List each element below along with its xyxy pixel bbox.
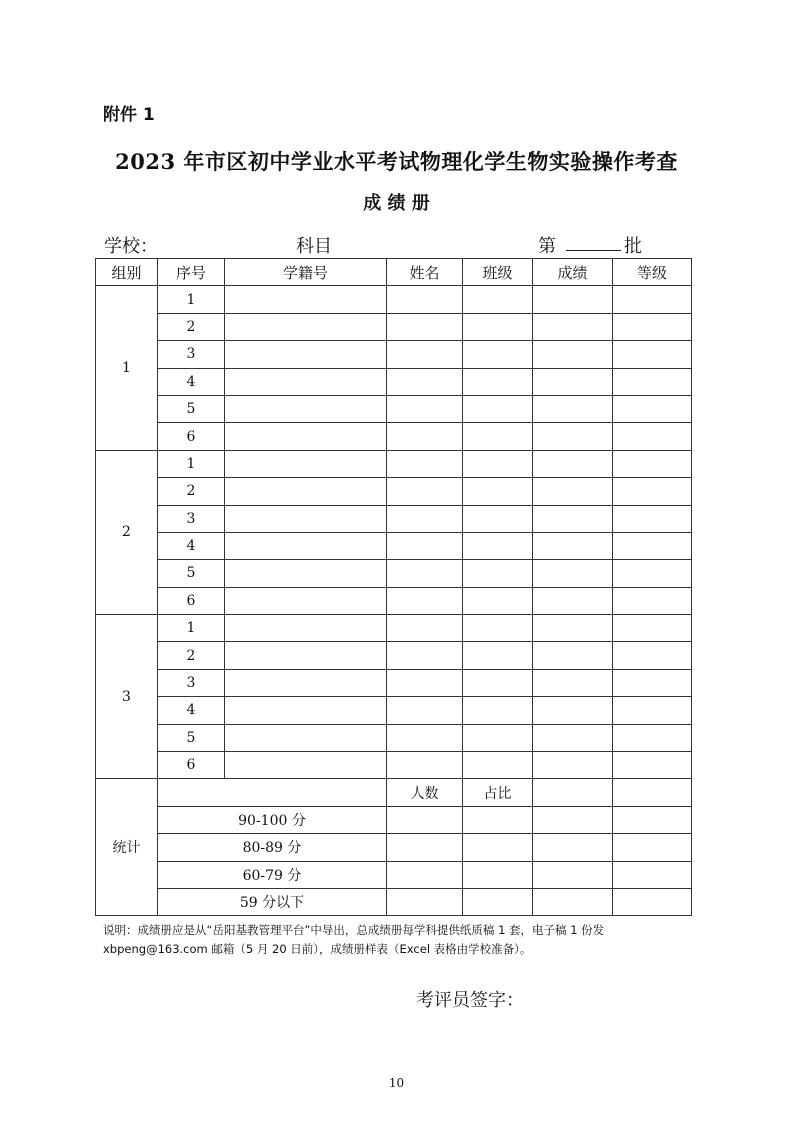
student-id-cell[interactable] xyxy=(225,395,387,422)
name-cell[interactable] xyxy=(387,368,463,395)
table-row xyxy=(96,313,692,340)
table-row xyxy=(96,697,692,724)
score-cell[interactable] xyxy=(533,697,613,724)
student-id-cell[interactable] xyxy=(225,752,387,779)
class-cell[interactable] xyxy=(463,532,533,559)
grade-cell[interactable] xyxy=(613,697,692,724)
class-cell[interactable] xyxy=(463,313,533,340)
class-cell[interactable] xyxy=(463,478,533,505)
name-cell[interactable] xyxy=(387,752,463,779)
score-table-container xyxy=(95,258,691,918)
stats-range-header xyxy=(158,779,387,806)
seq-cell: 2 xyxy=(158,642,225,669)
score-cell[interactable] xyxy=(533,724,613,751)
grade-cell[interactable] xyxy=(613,395,692,422)
stats-row xyxy=(96,861,692,888)
class-cell[interactable] xyxy=(463,669,533,696)
batch-prefix: 第 xyxy=(538,236,556,257)
score-cell[interactable] xyxy=(533,341,613,368)
score-cell[interactable] xyxy=(533,478,613,505)
seq-cell: 4 xyxy=(158,697,225,724)
batch-suffix: 批 xyxy=(624,236,642,257)
name-cell[interactable] xyxy=(387,642,463,669)
table-row xyxy=(96,395,692,422)
grade-cell[interactable] xyxy=(613,505,692,532)
stats-row xyxy=(96,834,692,861)
student-id-cell[interactable] xyxy=(225,669,387,696)
stats-ratio-cell[interactable] xyxy=(463,806,533,833)
stats-empty-cell[interactable] xyxy=(613,888,692,915)
seq-cell: 6 xyxy=(158,423,225,450)
student-id-cell[interactable] xyxy=(225,615,387,642)
column-header: 学籍号 xyxy=(225,259,387,286)
table-row xyxy=(96,532,692,559)
score-table xyxy=(95,258,692,916)
name-cell[interactable] xyxy=(387,587,463,614)
stats-empty-cell[interactable] xyxy=(613,779,692,806)
grade-cell[interactable] xyxy=(613,450,692,477)
stats-count-cell[interactable] xyxy=(387,861,463,888)
class-cell[interactable] xyxy=(463,615,533,642)
name-cell[interactable] xyxy=(387,450,463,477)
page-number: 10 xyxy=(388,1076,405,1090)
table-row xyxy=(96,560,692,587)
score-cell[interactable] xyxy=(533,642,613,669)
stats-count-header: 人数 xyxy=(387,779,463,806)
score-cell[interactable] xyxy=(533,368,613,395)
seq-cell: 1 xyxy=(158,286,225,313)
table-row xyxy=(96,478,692,505)
class-cell[interactable] xyxy=(463,642,533,669)
subject-label: 科目 xyxy=(296,236,332,257)
student-id-cell[interactable] xyxy=(225,478,387,505)
table-row xyxy=(96,423,692,450)
stats-count-cell[interactable] xyxy=(387,806,463,833)
group-cell: 2 xyxy=(96,450,158,614)
stats-ratio-cell[interactable] xyxy=(463,861,533,888)
seq-cell: 1 xyxy=(158,615,225,642)
table-row xyxy=(96,669,692,696)
class-cell[interactable] xyxy=(463,423,533,450)
student-id-cell[interactable] xyxy=(225,423,387,450)
name-cell[interactable] xyxy=(387,313,463,340)
score-cell[interactable] xyxy=(533,450,613,477)
grade-cell[interactable] xyxy=(613,286,692,313)
grade-cell[interactable] xyxy=(613,752,692,779)
stats-row xyxy=(96,806,692,833)
column-header: 等级 xyxy=(613,259,692,286)
grade-cell[interactable] xyxy=(613,724,692,751)
score-cell[interactable] xyxy=(533,423,613,450)
class-cell[interactable] xyxy=(463,341,533,368)
school-label: 学校： xyxy=(104,236,158,257)
name-cell[interactable] xyxy=(387,478,463,505)
seq-cell: 2 xyxy=(158,313,225,340)
seq-cell: 5 xyxy=(158,560,225,587)
stats-empty-cell[interactable] xyxy=(533,806,613,833)
attachment-label: 附件 1 xyxy=(103,105,155,125)
stats-row xyxy=(96,888,692,915)
grade-cell[interactable] xyxy=(613,368,692,395)
score-range-cell: 80-89 分 xyxy=(158,834,387,861)
seq-cell: 4 xyxy=(158,368,225,395)
score-range-cell: 60-79 分 xyxy=(158,861,387,888)
table-row xyxy=(96,615,692,642)
class-cell[interactable] xyxy=(463,697,533,724)
class-cell[interactable] xyxy=(463,395,533,422)
student-id-cell[interactable] xyxy=(225,587,387,614)
class-cell[interactable] xyxy=(463,368,533,395)
score-cell[interactable] xyxy=(533,669,613,696)
grade-cell[interactable] xyxy=(613,560,692,587)
class-cell[interactable] xyxy=(463,286,533,313)
name-cell[interactable] xyxy=(387,669,463,696)
seq-cell: 3 xyxy=(158,341,225,368)
table-row xyxy=(96,368,692,395)
group-cell: 1 xyxy=(96,286,158,450)
table-row xyxy=(96,752,692,779)
stats-empty-cell[interactable] xyxy=(533,779,613,806)
score-cell[interactable] xyxy=(533,752,613,779)
student-id-cell[interactable] xyxy=(225,286,387,313)
document-title: 2023 年市区初中学业水平考试物理化学生物实验操作考查 xyxy=(115,149,678,174)
table-header-row xyxy=(96,259,692,286)
seq-cell: 4 xyxy=(158,532,225,559)
student-id-cell[interactable] xyxy=(225,560,387,587)
group-cell: 3 xyxy=(96,615,158,779)
name-cell[interactable] xyxy=(387,560,463,587)
seq-cell: 1 xyxy=(158,450,225,477)
student-id-cell[interactable] xyxy=(225,313,387,340)
stats-count-cell[interactable] xyxy=(387,834,463,861)
grade-cell[interactable] xyxy=(613,423,692,450)
seq-cell: 6 xyxy=(158,587,225,614)
seq-cell: 6 xyxy=(158,752,225,779)
score-cell[interactable] xyxy=(533,587,613,614)
grade-cell[interactable] xyxy=(613,478,692,505)
score-range-cell: 90-100 分 xyxy=(158,806,387,833)
name-cell[interactable] xyxy=(387,395,463,422)
score-cell[interactable] xyxy=(533,286,613,313)
column-header: 班级 xyxy=(463,259,533,286)
class-cell[interactable] xyxy=(463,724,533,751)
name-cell[interactable] xyxy=(387,341,463,368)
class-cell[interactable] xyxy=(463,560,533,587)
score-cell[interactable] xyxy=(533,532,613,559)
grade-cell[interactable] xyxy=(613,615,692,642)
batch-blank-line xyxy=(566,250,621,251)
student-id-cell[interactable] xyxy=(225,505,387,532)
stats-label-cell: 统计 xyxy=(96,779,158,916)
student-id-cell[interactable] xyxy=(225,642,387,669)
table-row xyxy=(96,341,692,368)
stats-empty-cell[interactable] xyxy=(613,806,692,833)
class-cell[interactable] xyxy=(463,587,533,614)
score-cell[interactable] xyxy=(533,615,613,642)
student-id-cell[interactable] xyxy=(225,697,387,724)
column-header: 姓名 xyxy=(387,259,463,286)
table-row xyxy=(96,724,692,751)
student-id-cell[interactable] xyxy=(225,450,387,477)
name-cell[interactable] xyxy=(387,423,463,450)
score-cell[interactable] xyxy=(533,313,613,340)
document-subtitle: 成 绩 册 xyxy=(363,193,430,214)
column-header: 成绩 xyxy=(533,259,613,286)
class-cell[interactable] xyxy=(463,752,533,779)
student-id-cell[interactable] xyxy=(225,532,387,559)
stats-empty-cell[interactable] xyxy=(533,888,613,915)
name-cell[interactable] xyxy=(387,615,463,642)
student-id-cell[interactable] xyxy=(225,368,387,395)
table-row xyxy=(96,505,692,532)
class-cell[interactable] xyxy=(463,450,533,477)
seq-cell: 3 xyxy=(158,669,225,696)
seq-cell: 5 xyxy=(158,724,225,751)
score-cell[interactable] xyxy=(533,505,613,532)
stats-empty-cell[interactable] xyxy=(613,834,692,861)
stats-header-row xyxy=(96,779,692,806)
table-row xyxy=(96,642,692,669)
name-cell[interactable] xyxy=(387,697,463,724)
seq-cell: 5 xyxy=(158,395,225,422)
table-row xyxy=(96,450,692,477)
stats-ratio-header: 占比 xyxy=(463,779,533,806)
note-text: 说明：成绩册应是从“岳阳基教管理平台”中导出，总成绩册每学科提供纸质稿 1 套，电子稿 1 份发 xbpeng@163.com 邮箱（5 月 20 日前），成绩册样表（Excel 表格由学校准备）。 xyxy=(103,923,605,956)
stats-ratio-cell[interactable] xyxy=(463,834,533,861)
examiner-signature-label: 考评员签字： xyxy=(416,990,524,1011)
name-cell[interactable] xyxy=(387,286,463,313)
column-header: 组别 xyxy=(96,259,158,286)
name-cell[interactable] xyxy=(387,724,463,751)
table-row xyxy=(96,587,692,614)
grade-cell[interactable] xyxy=(613,642,692,669)
stats-ratio-cell[interactable] xyxy=(463,888,533,915)
column-header: 序号 xyxy=(158,259,225,286)
grade-cell[interactable] xyxy=(613,587,692,614)
grade-cell[interactable] xyxy=(613,313,692,340)
name-cell[interactable] xyxy=(387,532,463,559)
seq-cell: 2 xyxy=(158,478,225,505)
grade-cell[interactable] xyxy=(613,669,692,696)
stats-count-cell[interactable] xyxy=(387,888,463,915)
score-range-cell: 59 分以下 xyxy=(158,888,387,915)
student-id-cell[interactable] xyxy=(225,341,387,368)
student-id-cell[interactable] xyxy=(225,724,387,751)
score-cell[interactable] xyxy=(533,395,613,422)
table-row xyxy=(96,286,692,313)
stats-empty-cell[interactable] xyxy=(533,834,613,861)
score-cell[interactable] xyxy=(533,560,613,587)
name-cell[interactable] xyxy=(387,505,463,532)
grade-cell[interactable] xyxy=(613,341,692,368)
seq-cell: 3 xyxy=(158,505,225,532)
class-cell[interactable] xyxy=(463,505,533,532)
stats-empty-cell[interactable] xyxy=(613,861,692,888)
stats-empty-cell[interactable] xyxy=(533,861,613,888)
grade-cell[interactable] xyxy=(613,532,692,559)
